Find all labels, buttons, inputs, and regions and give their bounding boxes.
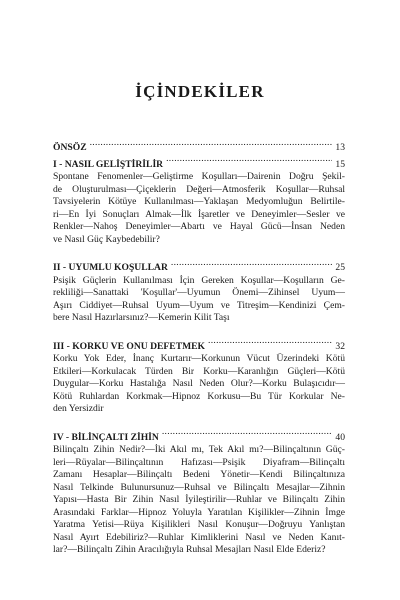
chapter-subtopics [53,444,345,557]
dot-leader [166,155,332,167]
toc-entry-preface [53,138,345,155]
page-title: İÇİNDEKİLER [135,82,265,101]
toc-entry-title: ÖNSÖZ [53,142,87,153]
toc-entry-chapter-4 [53,428,345,557]
subtopic-line: Arasındaki Farklar—Hipnoz Yoluyla Yaratılan Kişilikler—Zihnin İmge [53,506,345,518]
subtopic-line: Nasıl Telkinde Bulunursunuz—Ruhsal ve Bilinçaltı Mesajlar—Zihnin [53,481,345,493]
subtopic-line: Yapısı—Hasta Bir Zihin Nasıl İyileştirilir—Ruhlar ve Bilinçaltı Zihin [53,494,345,505]
toc-page-number: 25 [335,262,345,273]
subtopic-line: Zamanı Hesaplar—Bilinçaltı Bedeni Yönetir—Kendi Bilinçaltınıza [53,469,345,480]
table-of-contents [53,138,345,557]
subtopic-line: Yaratma Yetisi—Rüya Kişilikleri Nasıl Konuşur—Doğruyu Yanlıştan [53,519,345,530]
subtopic-line: leri—Rüyalar—Bilinçaltının Hafızası—Psişik Diyafram—Bilinçaltı [53,456,345,468]
toc-entry-header[interactable] [53,337,345,354]
toc-page-number: 32 [335,340,345,352]
subtopic-line: Aşırı Ciddiyet—Ruhsal Uyum—Uyum ve Titreşim—Kendinizi Çem- [53,299,345,311]
dot-leader [208,337,332,349]
toc-entry-title: I - NASIL GELİŞTİRİLİR [53,158,164,170]
dot-leader [162,428,333,440]
dot-leader [90,138,333,150]
subtopic-line: Korku Yok Eder, İnanç Kurtarır—Korkunun Vücut Üzerindeki Kötü [53,353,345,364]
subtopic-line: Duygular—Korku Hastalığa Nasıl Neden Olur?—Korku Bulaşıcıdır— [53,378,345,389]
toc-entry-chapter-3 [53,337,345,416]
toc-entry-header[interactable] [53,428,345,445]
subtopic-line: Bilinçaltı Zihin Nedir?—İki Akıl mı, Tek Akıl mı?—Bilinçaltının Güç- [53,444,345,455]
subtopic-line: rekliliği—Sanattaki 'Koşullar'—Uyumun Önemi—Zihinsel Uyum— [53,287,345,298]
subtopic-line: Renkler—Nahoş Deneyimler—Abartı ve Hayal Gücü—İnsan Neden [53,221,345,232]
subtopic-line: Tavsiyelerin Kötüye Kullanılması—Yaklaşan Medyomluğun Belirtile- [53,196,345,207]
subtopic-line: ri—En İyi Sonuçları Almak—İlk İşaretler ve Deneyimler—Sesler ve [53,208,345,220]
toc-entry-header[interactable] [53,155,345,172]
subtopic-line: Kötü Ruhlardan Korkmak—Hipnoz Korkusu—Bu Tür Korkular Ne- [53,390,345,402]
subtopic-line: Spontane Fenomenler—Geliştirme Koşulları—Dairenin Doğru Şekil- [53,171,345,182]
dot-leader [171,258,333,270]
toc-entry-title: II - UYUMLU KOŞULLAR [53,262,168,273]
toc-entry-header[interactable] [53,258,345,275]
toc-entry-title: IV - BİLİNÇALTI ZİHİN [53,431,159,443]
subtopic-line: ve Nasıl Güç Kaybedebilir? [53,233,160,245]
subtopic-line: den Yersizdir [53,403,104,414]
toc-entry-chapter-1 [53,155,345,247]
toc-page-number: 15 [335,158,345,170]
subtopic-line: lar?—Bilinçaltı Zihin Aracılığıyla Ruhsal Mesajları Nasıl Elde Ederiz? [53,544,326,555]
subtopic-line: bere Nasıl Hazırlarsınız?—Kemerin Kilit Taşı [53,312,230,323]
subtopic-line: Nasıl Ayırt Edebiliriz?—Ruhlar Kimliklerini Nasıl ve Neden Kanıt- [53,531,345,543]
subtopic-line: Psişik Güçlerin Kullanılması İçin Gereken Koşullar—Koşulların Ge- [53,274,345,286]
toc-entry-header[interactable] [53,138,345,155]
subtopic-line: Etkileri—Korkulacak Türden Bir Korku—Karanlığın Güçleri—Kötü [53,365,345,377]
chapter-subtopics [53,275,345,325]
chapter-subtopics [53,353,345,416]
toc-page-number: 40 [335,431,345,443]
toc-entry-chapter-2 [53,258,345,325]
subtopic-line: de Oluşturulması—Çiçeklerin Değeri—Atmosferik Koşullar—Ruhsal [53,183,345,195]
toc-page-number: 13 [335,142,345,153]
toc-entry-title: III - KORKU VE ONU DEFETMEK [53,340,206,352]
chapter-subtopics [53,171,345,246]
